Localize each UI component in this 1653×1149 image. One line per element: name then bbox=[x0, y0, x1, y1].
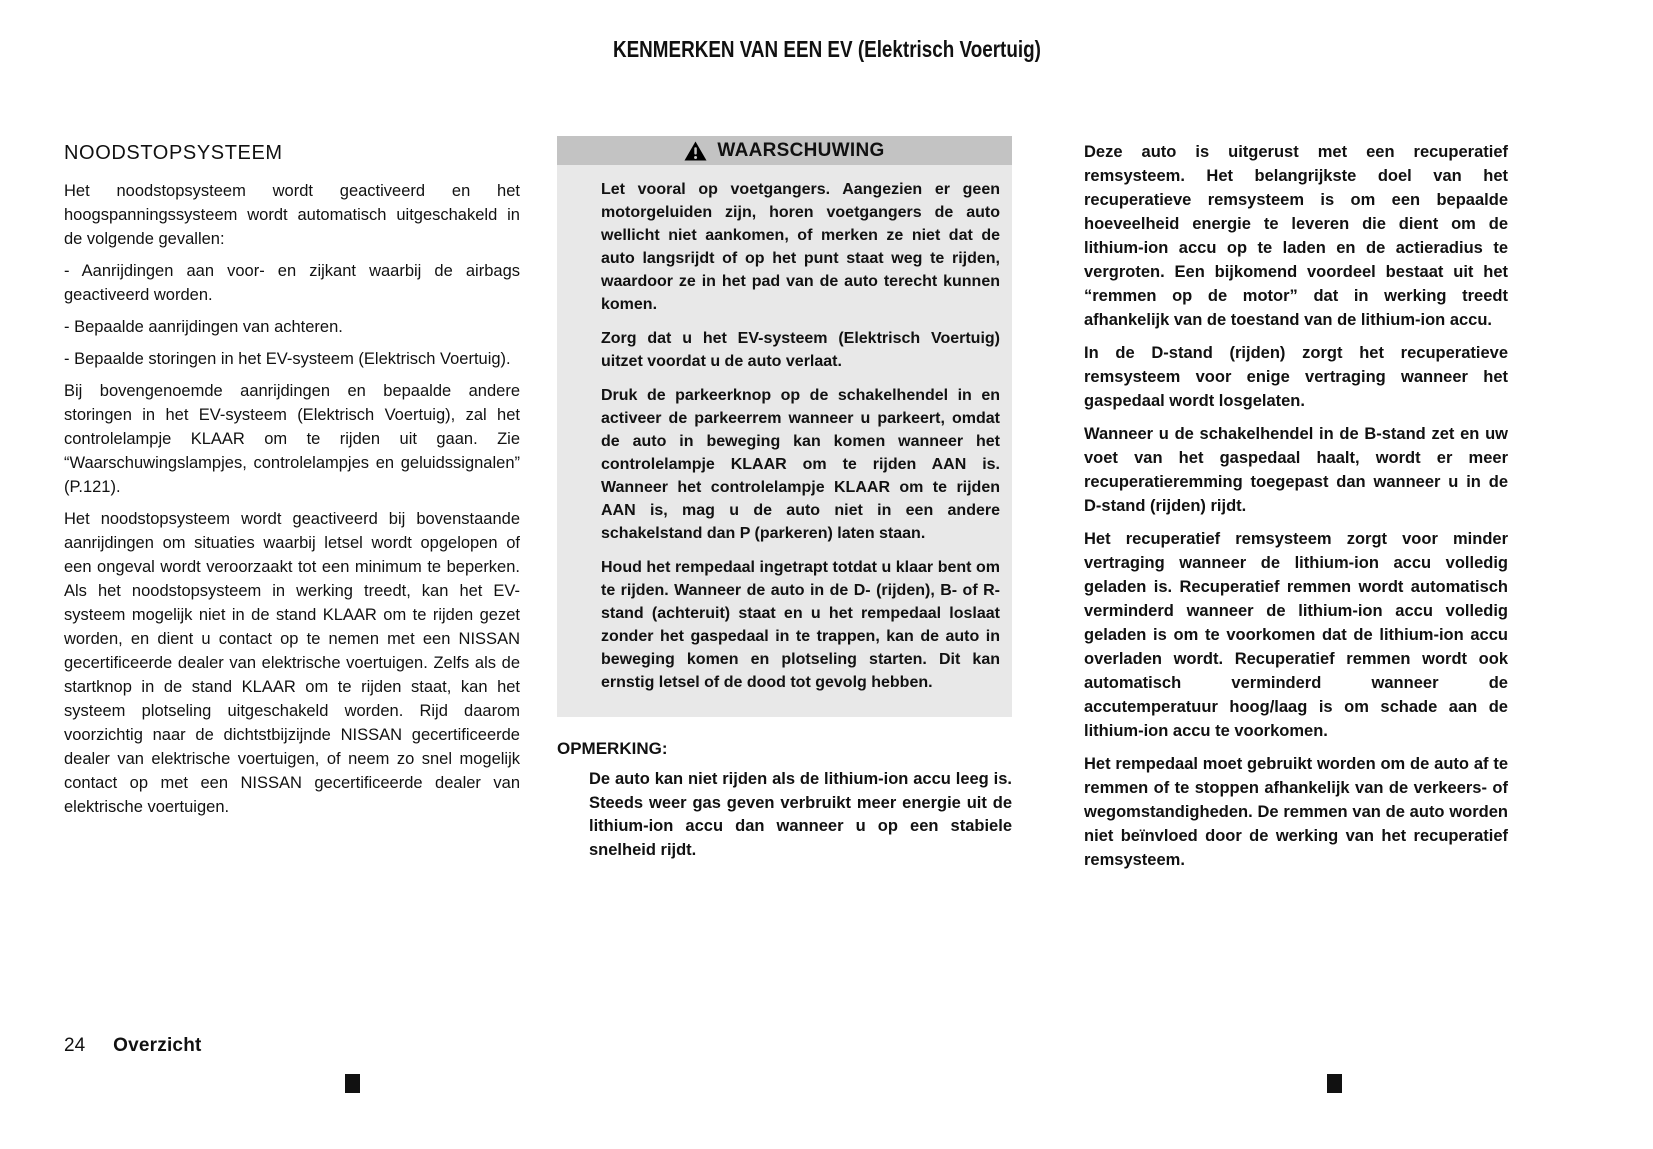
note-section bbox=[557, 739, 1012, 862]
page-title: KENMERKEN VAN EEN EV (Elektrisch Voertuig) bbox=[612, 36, 1041, 62]
page-header bbox=[0, 36, 1653, 63]
warning-item bbox=[570, 327, 1000, 373]
left-column bbox=[64, 136, 520, 881]
warning-triangle-icon bbox=[684, 141, 707, 161]
left-column-paragraphs bbox=[64, 179, 520, 819]
list-item bbox=[1048, 341, 1508, 413]
list-item bbox=[1048, 752, 1508, 872]
content-columns bbox=[64, 136, 1508, 881]
list-item-text: Het rempedaal moet gebruikt worden om de auto af te remmen of te stoppen afhankelijk van de verkeers- of wegomstandigheden. De remmen van de auto worden niet beïnvloed door de werking van het recuperatief remsysteem. bbox=[1084, 755, 1508, 869]
warning-item-text: Zorg dat u het EV-systeem (Elektrisch Voertuig) uitzet voordat u de auto verlaat. bbox=[601, 330, 1000, 370]
list-item-text: In de D-stand (rijden) zorgt het recuperatieve remsysteem voor enige vertraging wanneer het gaspedaal wordt losgelaten. bbox=[1084, 344, 1508, 410]
section-heading: NOODSTOPSYSTEEM bbox=[64, 142, 283, 164]
footer-section-title: Overzicht bbox=[113, 1035, 202, 1056]
list-item bbox=[1048, 422, 1508, 518]
paragraph: - Bepaalde aanrijdingen van achteren. bbox=[64, 318, 343, 336]
list-item-text: Het recuperatief remsysteem zorgt voor minder vertraging wanneer de lithium-ion accu volledig geladen is. Recuperatief remmen wordt automatisch verminderd wanneer de lithium-ion accu volledig geladen is om te voorkomen dat de lithium-ion accu overladen wordt. Recuperatief remmen wordt ook automatisch verminderd wanneer de accutemperatuur hoog/laag is om schade aan de lithium-ion accu te voorkomen. bbox=[1084, 530, 1508, 740]
list-item-text: Deze auto is uitgerust met een recuperatief remsysteem. Het belangrijkste doel van het recuperatieve remsysteem is om een bepaalde hoeveelheid energie te leveren die dient om de lithium-ion accu op te laden en de actieradius te vergroten. Een bijkomend voordeel bestaat uit het “remmen op de motor” dat in werking treedt afhankelijk van de toestand van de lithium-ion accu. bbox=[1084, 143, 1508, 329]
paragraph: Bij bovengenoemde aanrijdingen en bepaalde andere storingen in het EV-systeem (Elektrisch Voertuig), zal het controlelampje KLAAR om te rijden uit gaan. Zie “Waarschuwingslampjes, controlelampjes en geluidssignalen” (P.121). bbox=[64, 382, 520, 496]
warning-header bbox=[557, 136, 1012, 165]
paragraph: Het noodstopsysteem wordt geactiveerd en het hoogspanningssysteem wordt automatisch uitgeschakeld in de volgende gevallen: bbox=[64, 182, 520, 248]
paragraph: - Aanrijdingen aan voor- en zijkant waarbij de airbags geactiveerd worden. bbox=[64, 262, 520, 304]
list-item-text: Wanneer u de schakelhendel in de B-stand zet en uw voet van het gaspedaal haalt, wordt er meer recuperatieremming toegepast dan wanneer u in de D-stand (rijden) rijdt. bbox=[1084, 425, 1508, 515]
note-title: OPMERKING: bbox=[557, 739, 668, 758]
note-item bbox=[557, 768, 1012, 862]
note-item-text: De auto kan niet rijden als de lithium-ion accu leeg is. Steeds weer gas geven verbruikt meer energie uit de lithium-ion accu dan wanneer u op een stabiele snelheid rijdt. bbox=[589, 770, 1012, 859]
middle-column bbox=[557, 136, 1012, 881]
warning-item-text: Let vooral op voetgangers. Aangezien er geen motorgeluiden zijn, horen voetgangers de auto wellicht niet aankomen, of merken ze niet dat de auto langsrijdt of op het punt staat weg te rijden, waardoor ze in het pad van de auto terecht kunnen komen. bbox=[601, 181, 1000, 313]
print-mark bbox=[1327, 1074, 1342, 1093]
list-item bbox=[1048, 140, 1508, 332]
warning-title: WAARSCHUWING bbox=[717, 139, 885, 161]
list-item bbox=[1048, 527, 1508, 743]
warning-box bbox=[557, 136, 1012, 717]
warning-item bbox=[570, 384, 1000, 545]
print-mark bbox=[345, 1074, 360, 1093]
paragraph: Het noodstopsysteem wordt geactiveerd bij bovenstaande aanrijdingen om situaties waarbij letsel wordt opgelopen of een ongeval wordt veroorzaakt tot een minimum te beperken. Als het noodstopsysteem in werking treedt, kan het EV-systeem mogelijk niet in de stand KLAAR om te rijden gezet worden, en dient u contact op te nemen met een NISSAN gecertificeerde dealer van elektrische voertuigen. Zelfs als de startknop in de stand KLAAR om te rijden staat, kan het systeem plotseling uitgeschakeld worden. Rijd daarom voorzichtig naar de dichtstbijzijnde NISSAN gecertificeerde dealer van elektrische voertuigen, of neem zo snel mogelijk contact op met een NISSAN gecertificeerde dealer van elektrische voertuigen. bbox=[64, 510, 520, 816]
warning-body bbox=[557, 165, 1012, 707]
page-footer bbox=[64, 1035, 202, 1057]
right-column bbox=[1048, 136, 1508, 881]
warning-item bbox=[570, 178, 1000, 316]
page-number: 24 bbox=[64, 1035, 86, 1056]
warning-item-text: Houd het rempedaal ingetrapt totdat u klaar bent om te rijden. Wanneer de auto in de D- (rijden), B- of R-stand (achteruit) staat en u het rempedaal loslaat zonder het gaspedaal in te trappen, kan de auto in beweging komen en plotseling starten. Dit kan ernstig letsel of de dood tot gevolg hebben. bbox=[601, 559, 1000, 691]
note-items bbox=[557, 768, 1012, 862]
warning-item bbox=[570, 556, 1000, 694]
warning-item-text: Druk de parkeerknop op de schakelhendel in en activeer de parkeerrem wanneer u parkeert, omdat de auto in beweging kan komen wanneer het controlelampje KLAAR om te rijden AAN is. Wanneer het controlelampje KLAAR om te rijden AAN is, mag u de auto niet in een andere schakelstand dan P (parkeren) laten staan. bbox=[601, 387, 1000, 542]
paragraph: - Bepaalde storingen in het EV-systeem (Elektrisch Voertuig). bbox=[64, 350, 511, 368]
